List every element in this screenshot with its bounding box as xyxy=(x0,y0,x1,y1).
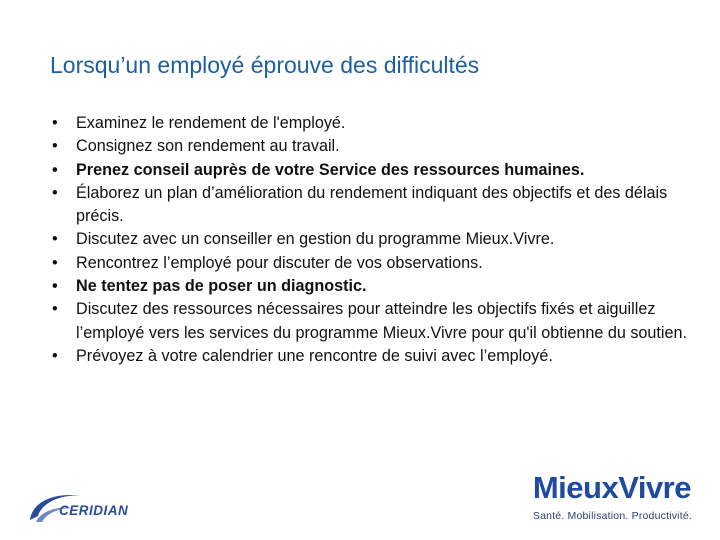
slide-title: Lorsqu’un employé éprouve des difficultés xyxy=(50,52,480,78)
bullet-item: • Prenez conseil auprès de votre Service des ressources humaines. xyxy=(52,159,692,182)
bullet-item: • Examinez le rendement de l'employé. xyxy=(52,112,692,135)
bullet-item: • Discutez des ressources nécessaires pour atteindre les objectifs fixés et aiguillez l’employé vers les services du programme Mieux.Vivre pour qu'il obtienne du soutien. xyxy=(52,298,692,345)
bullet-list xyxy=(52,112,692,368)
bullet-item: • Consignez son rendement au travail. xyxy=(52,135,692,158)
brand-tagline: Santé. Mobilisation. Productivité. xyxy=(532,510,692,522)
mieuxvivre-logo xyxy=(533,472,692,522)
bullet-item: • Élaborez un plan d’amélioration du rendement indiquant des objectifs et des délais précis. xyxy=(52,182,692,229)
ceridian-wordmark: CERIDIAN xyxy=(59,503,129,518)
bullet-item: • Discutez avec un conseiller en gestion du programme Mieux.Vivre. xyxy=(52,228,692,251)
brand-name: MieuxVivre xyxy=(532,470,691,505)
bullet-item: • Rencontrez l’employé pour discuter de vos observations. xyxy=(52,252,692,275)
bullet-item: • Prévoyez à votre calendrier une rencontre de suivi avec l’employé. xyxy=(52,345,692,368)
bullet-item: • Ne tentez pas de poser un diagnostic. xyxy=(52,275,692,298)
